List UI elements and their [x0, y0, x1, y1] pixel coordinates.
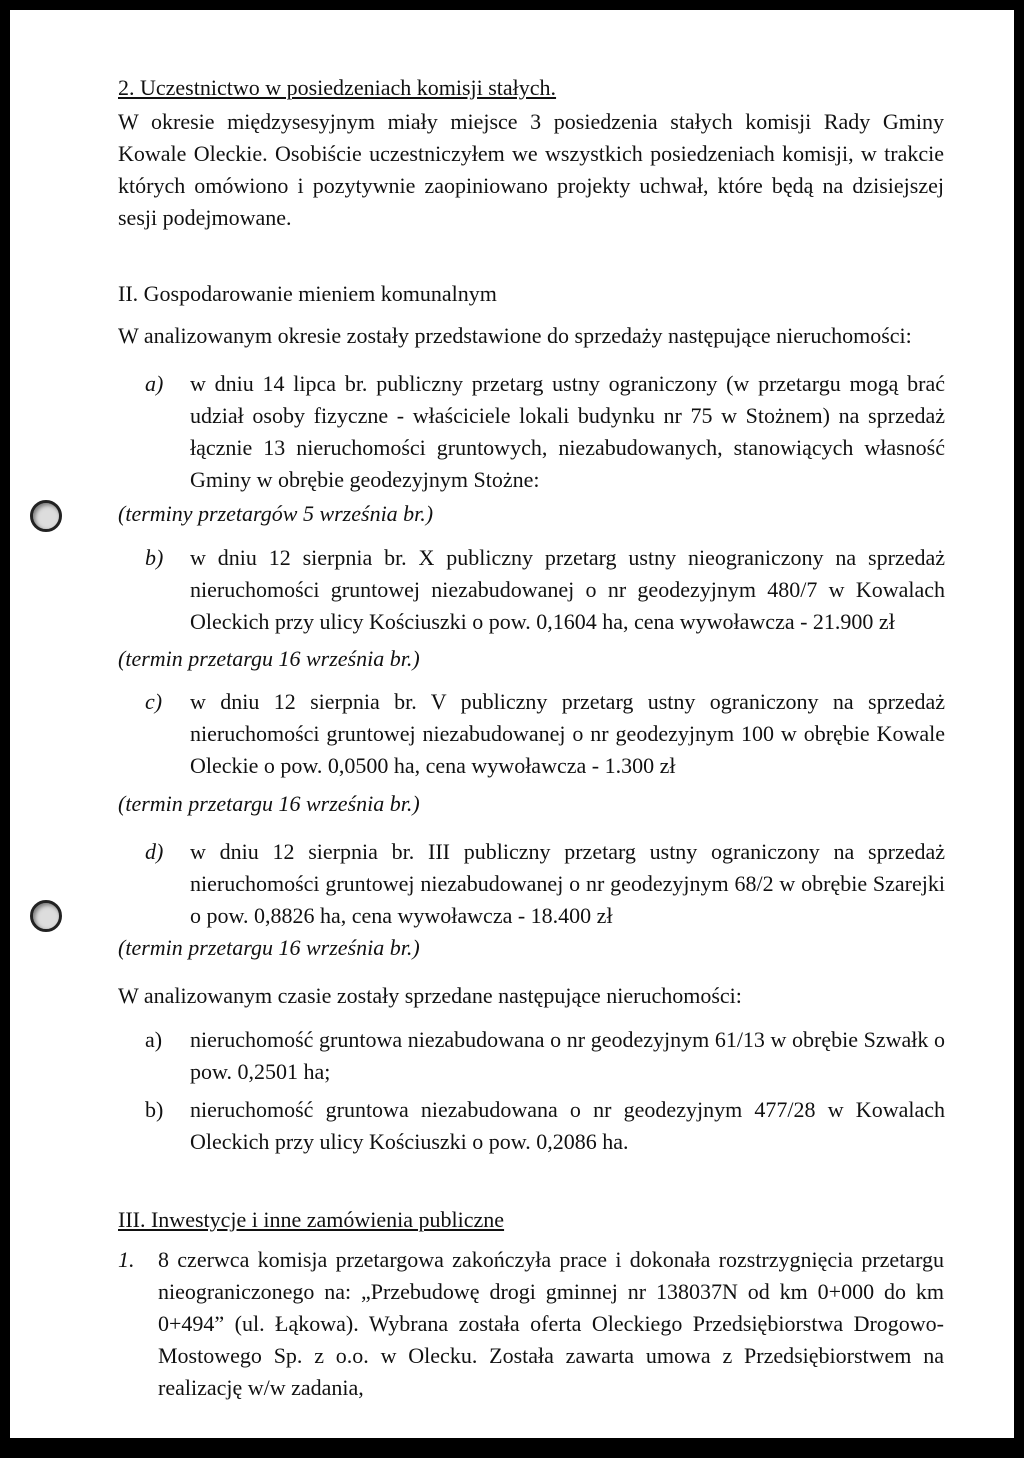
offer-term: (termin przetargu 16 września br.): [118, 935, 420, 960]
offer-term: (termin przetargu 16 września br.): [118, 791, 420, 816]
punch-hole-top: [30, 500, 62, 532]
sold-mark: a): [145, 1027, 163, 1052]
punch-hole-bottom: [30, 900, 62, 932]
sold-text: nieruchomość gruntowa niezabudowana o nr geodezyjnym 61/13 w obrębie Szwałk o pow. 0,2501 ha;: [190, 1027, 945, 1084]
sold-intro: W analizowanym czasie zostały sprzedane następujące nieruchomości:: [118, 983, 742, 1008]
offer-text: w dniu 12 sierpnia br. III publiczny przetarg ustny ograniczony na sprzedaż nieruchomości gruntowej niezabudowanej o nr geodezyjnym 68/2 w obrębie Szarejki o pow. 0,8826 ha, cena wywoławcza - 18.400 zł: [190, 839, 945, 928]
offer-term: (termin przetargu 16 września br.): [118, 646, 420, 671]
investments-heading: III. Inwestycje i inne zamówienia publiczne: [118, 1207, 505, 1232]
committees-heading: 2. Uczestnictwo w posiedzeniach komisji stałych.: [118, 75, 557, 100]
offer-term: (terminy przetargów 5 września br.): [118, 501, 434, 526]
property-intro: W analizowanym okresie zostały przedstawione do sprzedaży następujące nieruchomości:: [118, 323, 912, 348]
offer-mark: b): [145, 545, 164, 570]
committees-paragraph: W okresie międzysesyjnym miały miejsce 3 posiedzenia stałych komisji Rady Gminy Kowale Oleckie. Osobiście uczestniczyłem we wszystkich posiedzeniach komisji, w trakcie których omówiono i pozytywnie zaopiniowano projekty uchwał, które będą na dzisiejszej sesji podejmowane.: [118, 109, 944, 230]
sold-item-a: [145, 1024, 945, 1088]
sold-text: nieruchomość gruntowa niezabudowana o nr geodezyjnym 477/28 w Kowalach Oleckich przy ulicy Kościuszki o pow. 0,2086 ha.: [190, 1097, 945, 1154]
offer-text: w dniu 12 sierpnia br. X publiczny przetarg ustny nieograniczony na sprzedaż nieruchomości gruntowej niezabudowanej o nr geodezyjnym 480/7 w Kowalach Oleckich przy ulicy Kościuszki o pow. 0,1604 ha, cena wywoławcza - 21.900 zł: [190, 545, 945, 634]
document-page: [10, 10, 1014, 1438]
offer-mark: c): [145, 689, 163, 714]
offer-item-a: [145, 368, 945, 496]
investment-item-1: [118, 1244, 944, 1403]
offer-mark: a): [145, 371, 164, 396]
offer-text: w dniu 12 sierpnia br. V publiczny przetarg ustny ograniczony na sprzedaż nieruchomości gruntowej niezabudowanej o nr geodezyjnym 100 w obrębie Kowale Oleckie o pow. 0,0500 ha, cena wywoławcza - 1.300 zł: [190, 689, 945, 778]
offer-item-b: [145, 542, 945, 638]
sold-mark: b): [145, 1097, 164, 1122]
offer-item-d: [145, 836, 945, 932]
investment-mark: 1.: [118, 1247, 135, 1272]
investment-text: 8 czerwca komisja przetargowa zakończyła prace i dokonała rozstrzygnięcia przetargu nieograniczonego na: „Przebudowę drogi gminnej nr 138037N od km 0+000 do km 0+494” (ul. Łąkowa). Wybrana została oferta Oleckiego Przedsiębiorstwa Drogowo-Mostowego Sp. z o.o. w Olecku. Została zawarta umowa z Przedsiębiorstwem na realizację w/w zadania,: [158, 1247, 944, 1400]
offer-item-c: [145, 686, 945, 782]
offer-text: w dniu 14 lipca br. publiczny przetarg ustny ograniczony (w przetargu mogą brać udział osoby fizyczne - właściciele lokali budynku nr 75 w Stożnem) na sprzedaż łącznie 13 nieruchomości gruntowych, niezabudowanych, stanowiących własność Gminy w obrębie geodezyjnym Stożne:: [190, 371, 945, 492]
sold-item-b: [145, 1094, 945, 1158]
property-heading: II. Gospodarowanie mieniem komunalnym: [118, 281, 497, 306]
offer-mark: d): [145, 839, 164, 864]
